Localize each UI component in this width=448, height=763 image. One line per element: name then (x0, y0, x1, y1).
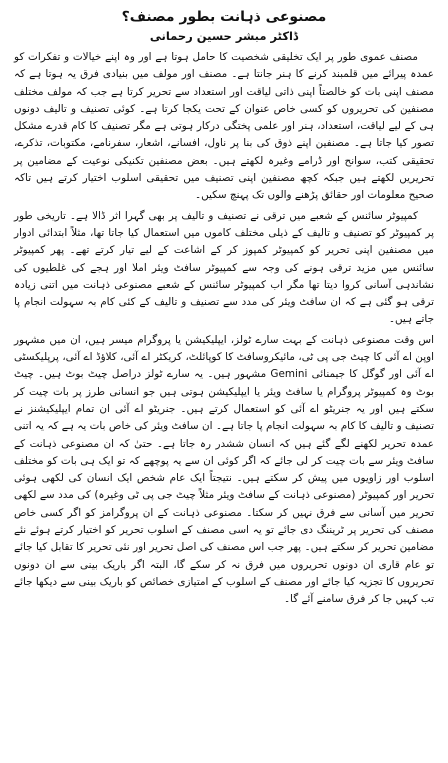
article-title: مصنوعی ذہانت بطور مصنف؟ (121, 9, 327, 25)
article-paragraph-2: کمپیوٹر سائنس کے شعبے میں ترقی نے تصنیف و تالیف پر بھی گہرا اثر ڈالا ہے۔ تاریخی طور پر کمپیوٹر کو تصنیف و تالیف کے ذیلی مختلف کاموں میں استعمال کیا جاتا تھا، مثلاً ابتدائی ادوار میں مصنفین اپنی تحریر کو کمپیوٹر کمپوز کر کے اشاعت کے لیے تیار کرتے تھے۔ پھر کمپیوٹر سائنس میں مزید ترقی ہونے کی وجہ سے کمپیوٹر سافٹ ویئر املا اور ہجے کی غلطیوں کی نشاندہی آسانی کروا دیتا تھا مگر اب کمپیوٹر سائنس کے شعبے مصنوعی ذہانت میں اتنی زیادہ ترقی ہو گئی ہے کہ ان سافٹ ویئر کی مدد سے تصنیف و تالیف کے کئی کام بہ سہولت انجام پا جاتے ہیں۔ (14, 209, 434, 326)
article-paragraph-1: مصنف عموی طور پر ایک تخلیقی شخصیت کا حامل ہوتا ہے اور وہ اپنے خیالات و تفکرات کو عمدہ پیرائے میں قلمبند کرنے کا ہنر جانتا ہے۔ مصنف اور مولف میں بنیادی فرق یہ ہوتا ہے کہ مصنف اپنی بات کو خالصتاً اپنی ذاتی لیاقت اور استعداد سے تحریر کرتا ہے جب کہ مولف مختلف مصنفین کی تحریروں کو کسی خاص عنوان کے تحت یکجا کرتا ہے۔ کوئی تصنیف و تالیف دونوں ہی کے لیے لیاقت، استعداد، ہنر اور علمی پختگی درکار ہوتی ہے مگر تصنیف کا کام قدرے مشکل تصور کیا جاتا ہے۔ مصنفین اپنے ذوق کی بنا پر ناول، افسانے، اشعار، سفرنامے، مکتوبات، تذکرے، تحقیقی کتب، سوانح اور ڈرامے وغیرہ لکھتے ہیں۔ بعض مصنفین تکنیکی نوعیت کے مضامین پر تحریریں لکھتے ہیں جبکہ کچھ مصنفین اپنی تصنیف میں تحقیقی اسلوب اختیار کرتے ہیں تاکہ صحیح معلومات اور حقائق پڑھنے والوں تک پہنچ سکیں۔ (14, 51, 434, 202)
article-author: ڈاکٹر مبشر حسین رحمانی (149, 29, 299, 43)
article-paragraph-3: اس وقت مصنوعی ذہانت کے بہت سارے ٹولز، ایپلیکیشن یا پروگرام میسر ہیں، ان میں مشہور اوپن اے آئی کا چیٹ جی پی ٹی، مائیکروسافٹ کا کوپائلٹ، کریکٹر اے آئی، کلاؤڈ اے آئی، پرپلیکسٹی اے آئی اور گوگل کا جیمنائی Gemini مشہور ہیں۔ یہ سارے ٹولز دراصل چیٹ بوٹ ہیں۔ چیٹ بوٹ وہ کمپیوٹر پروگرام یا سافٹ ویئر یا ایپلیکیشن ہوتی ہیں جو انسانی طرز پر بات چیت کر سکتے ہیں اور یہ جنریٹو اے آئی کو استعمال کرتے ہیں۔ جنریٹو اے آئی ان تمام ایپلیکیشنز نے تصنیف و تالیف کا کام بہ سہولت انجام پا جاتا ہے۔ ان سافٹ ویئر کی خاص بات یہ ہے کہ یہ اتنی عمدہ تحریر لکھنے لگے گئے ہیں کہ انسان ششدر رہ جاتا ہے۔ حتیٰ کہ ان مصنوعی ذہانت کے سافٹ ویئر سے بات چیت کر لی جائے کہ اگر کوئی ان سے یہ پوچھے کہ تو ایک ہی بات کو مختلف اسلوب اور زاویوں میں پیش کر سکتے ہیں۔ نتیجتاً ایک عام شخص ایک انسان کی لکھی ہوئی تحریر اور کمپیوٹر (مصنوعی ذہانت کے سافٹ ویئر مثلاً چیٹ جی پی ٹی وغیرہ) کی مدد سے لکھی تحریر میں آسانی سے فرق نہیں کر سکتا۔ مصنوعی ذہانت کے ان پروگرامز کو اگر کسی خاص مصنف کی تحریر پر ٹریننگ دی جائے تو یہ اسی مصنف کے اسلوب تحریر کو اختیار کرتے ہوئے نئے مضامین تحریر کر سکتے ہیں۔ پھر جب اس مصنف کی اصل تحریر اور نئی تحریر کا تقابل کیا جائے تو عام قاری ان دونوں تحریروں میں فرق نہ کر سکے گا، البتہ اگر باریک بینی سے ان دونوں تحریروں کا تجزیہ کیا جائے اور مصنف کے اسلوب کے امتیازی خصائص کو باریک بینی سے دیکھا جائے تب کہیں جا کر فرق سامنے آئے گا۔ (14, 333, 434, 606)
